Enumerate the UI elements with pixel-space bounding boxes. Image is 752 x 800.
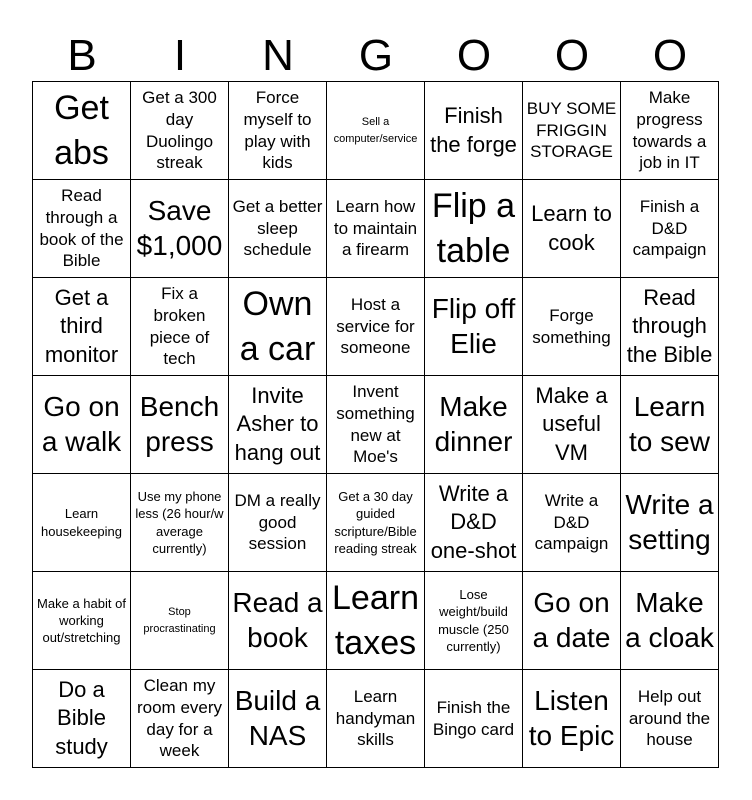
bingo-cell[interactable] bbox=[523, 180, 621, 278]
bingo-cell-label: Finish a D&D campaign bbox=[632, 197, 707, 260]
bingo-cell-label: Stop procrastinating bbox=[143, 606, 216, 635]
bingo-cell-label: Make a habit of working out/stretching bbox=[37, 595, 126, 646]
bingo-cell[interactable] bbox=[131, 180, 229, 278]
bingo-cell[interactable] bbox=[523, 572, 621, 670]
bingo-cell[interactable] bbox=[327, 82, 425, 180]
bingo-cell-label: Learn taxes bbox=[332, 578, 419, 662]
bingo-cell-label: Read a book bbox=[232, 587, 323, 653]
bingo-cell[interactable] bbox=[33, 376, 131, 474]
bingo-cell[interactable] bbox=[33, 670, 131, 768]
header-letter-g: G bbox=[358, 31, 394, 80]
bingo-cell-label: Build a NAS bbox=[234, 685, 321, 751]
bingo-cell[interactable] bbox=[327, 278, 425, 376]
bingo-cell-label: DM a really good session bbox=[234, 491, 321, 554]
bingo-cell-label: Help out around the house bbox=[628, 687, 711, 750]
bingo-cell[interactable] bbox=[33, 474, 131, 572]
bingo-cell-label: Write a D&D campaign bbox=[534, 491, 609, 554]
bingo-cell-label: Read through a book of the Bible bbox=[39, 186, 124, 271]
bingo-cell-label: Learn housekeeping bbox=[41, 506, 122, 539]
bingo-cell[interactable] bbox=[425, 670, 523, 768]
bingo-cell[interactable] bbox=[33, 82, 131, 180]
bingo-cell[interactable] bbox=[327, 474, 425, 572]
bingo-cell[interactable] bbox=[327, 572, 425, 670]
bingo-cell[interactable] bbox=[523, 278, 621, 376]
bingo-cell-label: Get abs bbox=[54, 88, 109, 172]
bingo-cell-label: Get a 30 day guided scripture/Bible reading streak bbox=[334, 489, 417, 556]
bingo-cell-label: Force myself to play with kids bbox=[243, 88, 312, 173]
bingo-cell-label: Make a useful VM bbox=[535, 382, 608, 465]
bingo-cell-label: Go on a walk bbox=[41, 391, 122, 457]
bingo-cell-label: Learn to cook bbox=[531, 200, 612, 255]
bingo-cell[interactable] bbox=[327, 670, 425, 768]
bingo-cell[interactable] bbox=[131, 670, 229, 768]
bingo-cell[interactable] bbox=[131, 572, 229, 670]
bingo-cell-label: Read through the Bible bbox=[626, 284, 713, 367]
bingo-cell[interactable] bbox=[131, 278, 229, 376]
bingo-cell-label: Get a third monitor bbox=[44, 284, 119, 367]
bingo-cell-label: Use my phone less (26 hour/w average currently) bbox=[135, 489, 224, 556]
bingo-cell[interactable] bbox=[33, 572, 131, 670]
bingo-cell[interactable] bbox=[425, 474, 523, 572]
bingo-cell[interactable] bbox=[621, 670, 719, 768]
bingo-cell-label: Write a setting bbox=[625, 489, 714, 555]
bingo-cell[interactable] bbox=[229, 82, 327, 180]
bingo-cell-label: Write a D&D one-shot bbox=[430, 480, 517, 563]
bingo-cell[interactable] bbox=[229, 474, 327, 572]
bingo-cell[interactable] bbox=[425, 376, 523, 474]
bingo-cell[interactable] bbox=[523, 670, 621, 768]
bingo-cell-label: Get a better sleep schedule bbox=[232, 197, 323, 260]
bingo-cell[interactable] bbox=[131, 82, 229, 180]
bingo-cell-label: Do a Bible study bbox=[55, 676, 108, 759]
bingo-cell-label: Learn to sew bbox=[629, 391, 710, 457]
bingo-cell-label: Make progress towards a job in IT bbox=[632, 88, 707, 173]
bingo-cell-label: Make dinner bbox=[434, 391, 513, 457]
bingo-header bbox=[33, 30, 719, 82]
header-letter-i: I bbox=[173, 31, 187, 80]
bingo-cell[interactable] bbox=[229, 572, 327, 670]
bingo-cell[interactable] bbox=[621, 278, 719, 376]
bingo-cell-label: Sell a computer/service bbox=[333, 116, 418, 145]
bingo-cell[interactable] bbox=[229, 670, 327, 768]
bingo-cell[interactable] bbox=[621, 572, 719, 670]
bingo-cell-label: Learn how to maintain a firearm bbox=[333, 197, 418, 260]
bingo-cell[interactable] bbox=[523, 376, 621, 474]
bingo-cell[interactable] bbox=[621, 474, 719, 572]
bingo-cell[interactable] bbox=[425, 572, 523, 670]
header-letter-o-1: O bbox=[456, 31, 492, 80]
bingo-cell-label: Clean my room every day for a week bbox=[136, 676, 223, 761]
bingo-cell-label: Host a service for someone bbox=[336, 295, 415, 358]
bingo-cell[interactable] bbox=[327, 180, 425, 278]
bingo-cell[interactable] bbox=[229, 376, 327, 474]
bingo-cell-label: Own a car bbox=[239, 284, 316, 368]
bingo-cell-label: BUY SOME FRIGGIN STORAGE bbox=[526, 99, 617, 162]
bingo-cell[interactable] bbox=[523, 474, 621, 572]
bingo-cell[interactable] bbox=[621, 180, 719, 278]
bingo-cell-label: Go on a date bbox=[532, 587, 611, 653]
bingo-cell[interactable] bbox=[131, 376, 229, 474]
bingo-cell[interactable] bbox=[229, 180, 327, 278]
header-letter-o-3: O bbox=[652, 31, 688, 80]
bingo-cell-label: Invent something new at Moe's bbox=[336, 382, 415, 467]
bingo-cell[interactable] bbox=[621, 376, 719, 474]
header-letter-n: N bbox=[262, 31, 294, 80]
bingo-cell-label: Bench press bbox=[139, 391, 220, 457]
bingo-cell-label: Get a 300 day Duolingo streak bbox=[142, 88, 217, 173]
header-letter-b: B bbox=[67, 31, 97, 80]
bingo-cell[interactable] bbox=[229, 278, 327, 376]
bingo-cell-label: Make a cloak bbox=[625, 587, 714, 653]
bingo-cell[interactable] bbox=[33, 278, 131, 376]
bingo-cell[interactable] bbox=[33, 180, 131, 278]
bingo-cell-label: Flip a table bbox=[431, 186, 516, 270]
header-letter-o-2: O bbox=[554, 31, 590, 80]
bingo-cell[interactable] bbox=[425, 278, 523, 376]
bingo-cell-label: Learn handyman skills bbox=[335, 687, 416, 750]
bingo-cell[interactable] bbox=[425, 180, 523, 278]
bingo-cell[interactable] bbox=[131, 474, 229, 572]
bingo-cell[interactable] bbox=[523, 82, 621, 180]
bingo-cell-label: Forge something bbox=[532, 305, 611, 347]
bingo-cell-label: Listen to Epic bbox=[528, 685, 615, 751]
bingo-cell-label: Lose weight/build muscle (250 currently) bbox=[438, 587, 509, 654]
bingo-cell-label: Finish the Bingo card bbox=[432, 697, 515, 739]
bingo-cell-label: Fix a broken piece of tech bbox=[149, 284, 210, 369]
bingo-grid bbox=[32, 81, 719, 768]
bingo-cell-label: Invite Asher to hang out bbox=[234, 382, 321, 465]
bingo-cell-label: Finish the forge bbox=[430, 102, 517, 157]
bingo-cell[interactable] bbox=[425, 82, 523, 180]
bingo-cell-label: Flip off Elie bbox=[431, 293, 516, 359]
bingo-cell[interactable] bbox=[621, 82, 719, 180]
bingo-cell[interactable] bbox=[327, 376, 425, 474]
bingo-cell-label: Save $1,000 bbox=[136, 195, 223, 261]
